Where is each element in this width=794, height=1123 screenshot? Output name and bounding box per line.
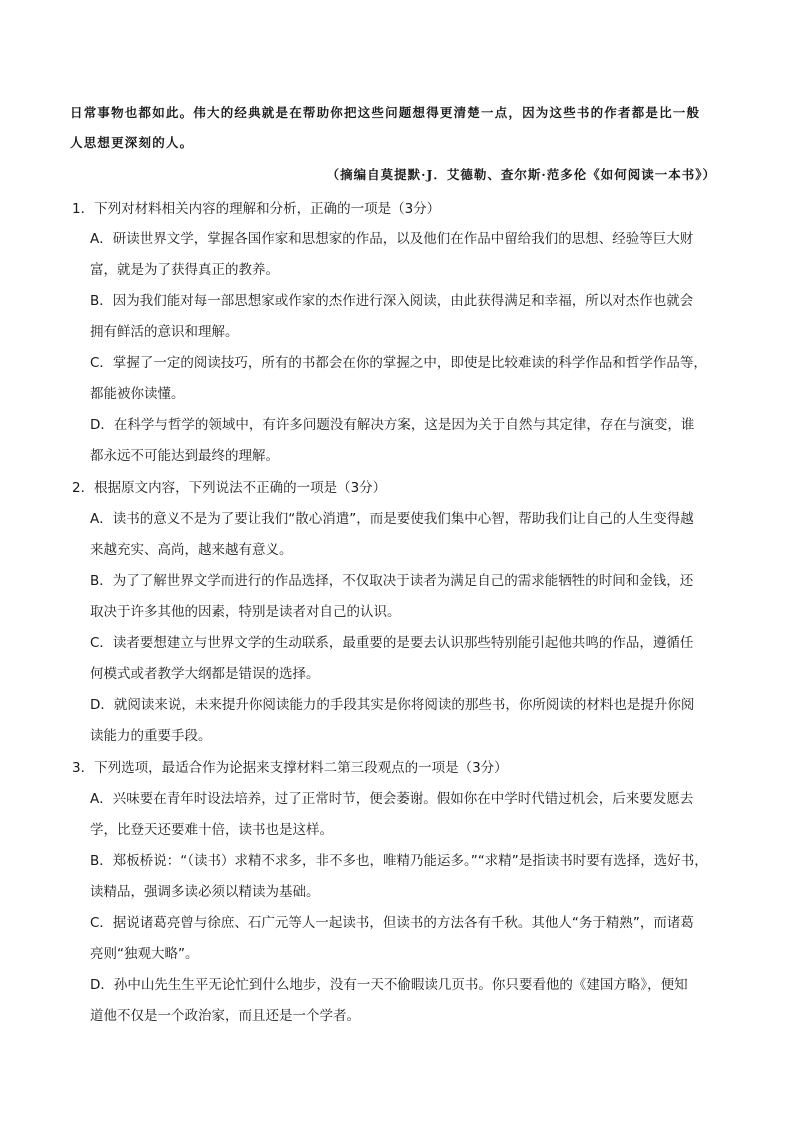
question-3-option-b: B．郑板桥说：“（读书）求精不求多，非不多也，唯精乃能运多。”“求精”是指读书时要有选择，选好书， [90, 853, 708, 869]
question-3-option-b-cont: 读精品，强调多读必须以精读为基础。 [90, 884, 320, 900]
question-2-option-a: A．读书的意义不是为了要让我们“散心消遣”，而是要使我们集中心智，帮助我们让自己的人生变得越 [90, 511, 694, 527]
question-3-option-a-cont: 学，比登天还要难十倍，读书也是这样。 [90, 822, 333, 838]
question-1-option-d: D．在科学与哲学的领域中，有许多问题没有解决方案，这是因为关于自然与其定律，存在与演变，谁 [90, 417, 695, 433]
question-2-option-d: D．就阅读来说，未来提升你阅读能力的手段其实是你将阅读的那些书，你所阅读的材料也是提升你阅 [90, 697, 695, 713]
passage-source: （摘编自莫提默·J．艾德勒、查尔斯·范多伦《如何阅读一本书》） [326, 167, 716, 182]
question-2-stem: 2．根据原文内容，下列说法不正确的一项是（3分） [72, 480, 387, 496]
question-2-option-c-cont: 何模式或者教学大纲都是错误的选择。 [90, 666, 320, 682]
question-1-option-c: C．掌握了一定的阅读技巧，所有的书都会在你的掌握之中，即使是比较难读的科学作品和哲学作品等， [90, 355, 707, 371]
question-3-option-a: A．兴味要在青年时设法培养，过了正常时节，便会萎谢。假如你在中学时代错过机会，后来要发愿去 [90, 791, 694, 807]
passage-line-2: 人思想更深刻的人。 [70, 135, 194, 150]
question-1-stem: 1．下列对材料相关内容的理解和分析，正确的一项是（3分） [72, 201, 441, 217]
passage-line-1: 日常事物也都如此。伟大的经典就是在帮助你把这些问题想得更清楚一点，因为这些书的作者都是比一般 [70, 105, 701, 120]
question-1-option-b-cont: 拥有鲜活的意识和理解。 [90, 324, 239, 340]
question-1-option-d-cont: 都永远不可能达到最终的理解。 [90, 448, 279, 464]
question-3-option-d-cont: 道他不仅是一个政治家，而且还是一个学者。 [90, 1008, 360, 1024]
question-1-option-a-cont: 富，就是为了获得真正的教养。 [90, 262, 279, 278]
question-2-option-c: C．读者要想建立与世界文学的生动联系，最重要的是要去认识那些特别能引起他共鸣的作品，遵循任 [90, 635, 694, 651]
question-2-option-b-cont: 取决于许多其他的因素，特别是读者对自己的认识。 [90, 604, 401, 620]
question-1-option-c-cont: 都能被你读懂。 [90, 386, 185, 402]
question-2-option-a-cont: 来越充实、高尚，越来越有意义。 [90, 542, 293, 558]
question-3-stem: 3．下列选项，最适合作为论据来支撑材料二第三段观点的一项是（3分） [72, 760, 508, 776]
question-1-option-a: A．研读世界文学，掌握各国作家和思想家的作品，以及他们在作品中留给我们的思想、经验等巨大财 [90, 231, 694, 247]
question-3-option-d: D．孙中山先生生平无论忙到什么地步，没有一天不偷暇读几页书。你只要看他的《建国方略》，便知 [90, 977, 688, 993]
question-2-option-b: B．为了了解世界文学而进行的作品选择，不仅取决于读者为满足自己的需求能牺牲的时间和金钱，还 [90, 573, 694, 589]
question-3-option-c-cont: 亮则“独观大略”。 [90, 946, 199, 962]
question-3-option-c: C．据说诸葛亮曾与徐庶、石广元等人一起读书，但读书的方法各有千秋。其他人“务于精熟”，而诸葛 [90, 915, 694, 931]
question-1-option-b: B．因为我们能对每一部思想家或作家的杰作进行深入阅读，由此获得满足和幸福，所以对杰作也就会 [90, 293, 694, 309]
question-2-option-d-cont: 读能力的重要手段。 [90, 728, 212, 744]
